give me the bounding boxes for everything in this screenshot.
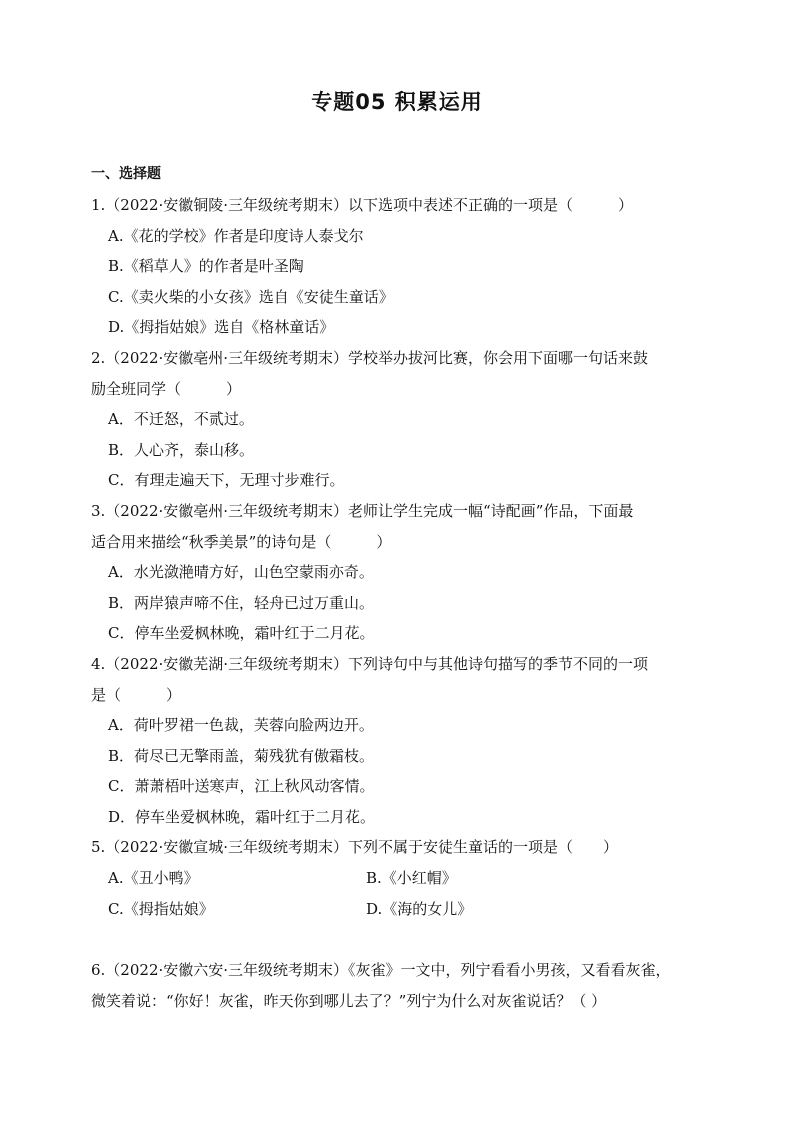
question-1-option-b: B.《稻草人》的作者是叶圣陶 <box>108 257 304 276</box>
question-1-stem: 1.（2022·安徽铜陵·三年级统考期末）以下选项中表述不正确的一项是（ ） <box>91 196 634 214</box>
question-4-option-b: B．荷尽已无擎雨盖，菊残犹有傲霜枝。 <box>108 746 375 765</box>
question-6-stem-line1: 6.（2022·安徽六安·三年级统考期末）《灰雀》一文中，列宁看看小男孩，又看看灰雀， <box>91 961 671 980</box>
question-5-stem: 5.（2022·安徽宣城·三年级统考期末）下列不属于安徒生童话的一项是（ ） <box>91 838 619 857</box>
question-3-stem-line1: 3.（2022·安徽亳州·三年级统考期末）老师让学生完成一幅“诗配画”作品，下面最 <box>91 501 634 520</box>
question-2-option-c: C．有理走遍天下，无理寸步难行。 <box>108 471 345 490</box>
question-5-options-row2 <box>91 894 703 925</box>
page-title: 专题05 积累运用 <box>311 90 483 114</box>
question-5-option-d: D.《海的女儿》 <box>366 899 473 918</box>
question-4-option-c: C．萧萧梧叶送寒声，江上秋风动客情。 <box>108 777 375 796</box>
question-list <box>91 190 703 1016</box>
question-3-option-b: B．两岸猿声啼不住，轻舟已过万重山。 <box>108 593 375 612</box>
question-2-option-a: A．不迁怒，不贰过。 <box>108 410 254 429</box>
question-4-option-a: A．荷叶罗裙一色裁，芙蓉向脸两边开。 <box>108 716 374 735</box>
question-5-option-c: C.《拇指姑娘》 <box>108 899 214 918</box>
question-5-options-row1 <box>91 863 703 894</box>
question-2-stem-line2: 励全班同学（ ） <box>91 379 242 398</box>
question-5-option-b: B.《小红帽》 <box>366 869 457 888</box>
question-4-stem-line1: 4.（2022·安徽芜湖·三年级统考期末）下列诗句中与其他诗句描写的季节不同的一项 <box>91 654 649 673</box>
question-3-option-a: A．水光潋滟晴方好，山色空蒙雨亦奇。 <box>108 563 374 582</box>
question-1-option-c: C.《卖火柴的小女孩》选自《安徒生童话》 <box>108 287 394 306</box>
question-1-option-a: A.《花的学校》作者是印度诗人泰戈尔 <box>108 226 364 245</box>
question-6-stem-line2: 微笑着说：“你好！灰雀，昨天你到哪儿去了？”列宁为什么对灰雀说话？（ ） <box>91 991 607 1010</box>
question-2-option-b: B．人心齐，泰山移。 <box>108 440 255 459</box>
question-3-option-c: C．停车坐爱枫林晚，霜叶红于二月花。 <box>108 624 375 643</box>
blank-spacer <box>91 924 703 955</box>
question-1-option-d: D.《拇指姑娘》选自《格林童话》 <box>108 318 335 337</box>
question-3-stem-line2: 适合用来描绘“秋季美景”的诗句是（ ） <box>91 532 392 551</box>
question-4-option-d: D．停车坐爱枫林晚，霜叶红于二月花。 <box>108 807 376 826</box>
question-2-stem-line1: 2.（2022·安徽亳州·三年级统考期末）学校举办拔河比赛，你会用下面哪一句话来鼓 <box>91 348 649 367</box>
question-5-option-a: A.《丑小鸭》 <box>108 869 199 888</box>
section-heading: 一、选择题 <box>91 166 161 182</box>
question-4-stem-line2: 是（ ） <box>91 685 182 704</box>
